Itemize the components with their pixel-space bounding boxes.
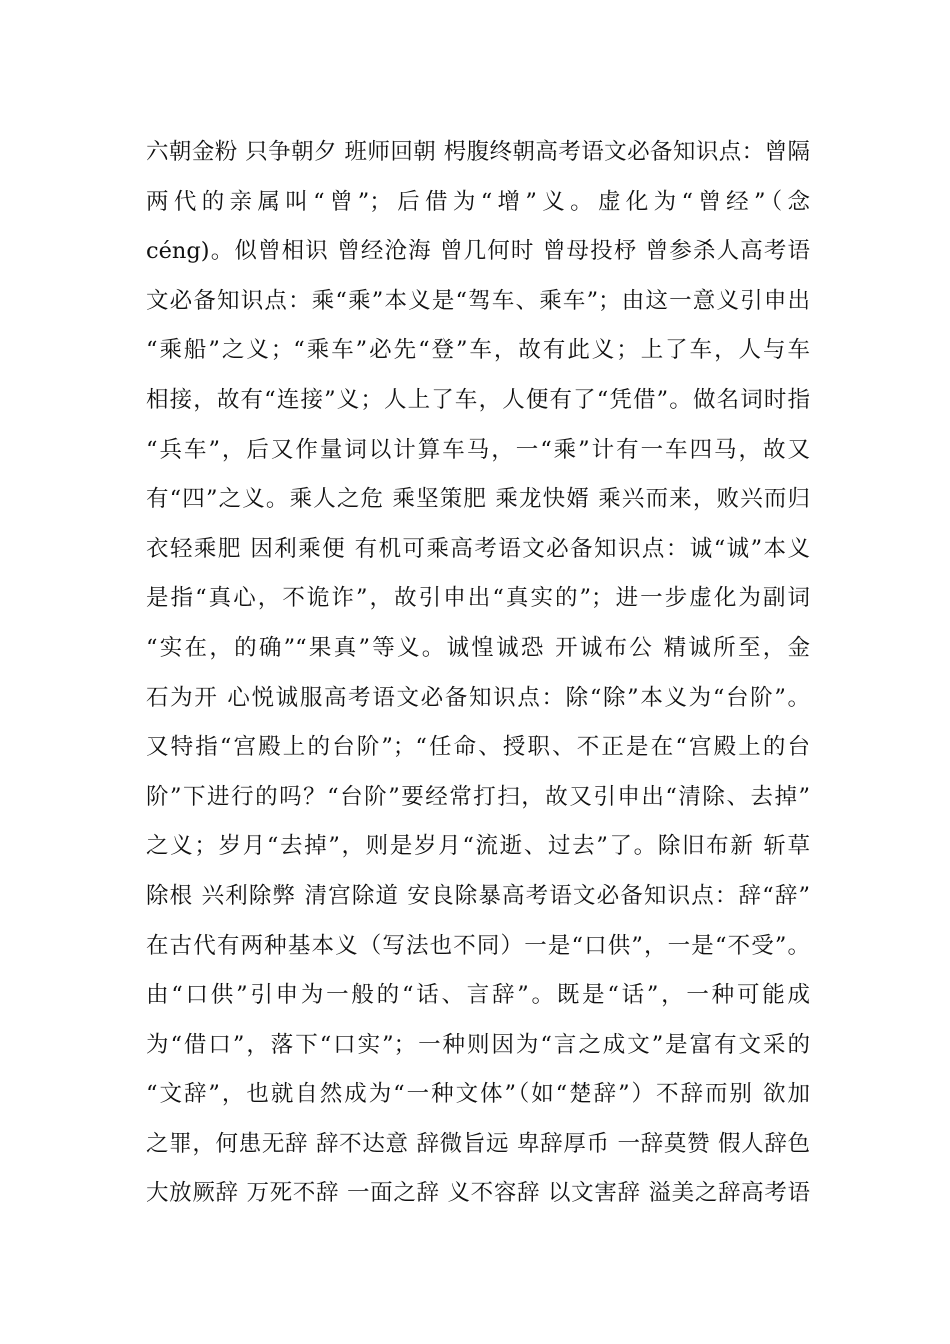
text-line: céng)。似曾相识 曾经沧海 曾几何时 曾母投杼 曾参杀人高考语 — [146, 238, 810, 265]
text-line: 是指“真心，不诡诈”，故引申出“真实的”；进一步虚化为副词 — [146, 585, 810, 612]
text-line: 相接，故有“连接”义；人上了车，人便有了“凭借”。做名词时指 — [146, 386, 810, 413]
text-line: 阶”下进行的吗？“台阶”要经常打扫，故又引申出“清除、去掉” — [146, 783, 810, 810]
text-line: 两代的亲属叫“曾”；后借为“增”义。虚化为“曾经”（念 — [146, 188, 810, 215]
text-line: 石为开 心悦诚服高考语文必备知识点：除“除”本义为“台阶”。 — [146, 684, 810, 711]
text-line: 文必备知识点：乘“乘”本义是“驾车、乘车”；由这一意义引申出 — [146, 287, 810, 314]
text-line: 有“四”之义。乘人之危 乘坚策肥 乘龙快婿 乘兴而来，败兴而归 — [146, 486, 810, 513]
text-line: 大放厥辞 万死不辞 一面之辞 义不容辞 以文害辞 溢美之辞高考语 — [146, 1180, 810, 1207]
text-line: 衣轻乘肥 因利乘便 有机可乘高考语文必备知识点：诚“诚”本义 — [146, 535, 810, 562]
text-line: 除根 兴利除弊 清宫除道 安良除暴高考语文必备知识点：辞“辞” — [146, 882, 810, 909]
body-text — [146, 134, 810, 1225]
text-line: “实在，的确”“果真”等义。诚惶诚恐 开诚布公 精诚所至，金 — [146, 634, 810, 661]
text-line: “乘船”之义；“乘车”必先“登”车，故有此义；上了车，人与车 — [146, 337, 810, 364]
text-line: 在古代有两种基本义（写法也不同）一是“口供”，一是“不受”。 — [146, 932, 810, 959]
text-line: 由“口供”引申为一般的“话、言辞”。既是“话”，一种可能成 — [146, 982, 810, 1009]
text-line: 之罪，何患无辞 辞不达意 辞微旨远 卑辞厚币 一辞莫赞 假人辞色 — [146, 1130, 810, 1157]
text-line: 之义；岁月“去掉”，则是岁月“流逝、过去”了。除旧布新 斩草 — [146, 833, 810, 860]
text-line: 六朝金粉 只争朝夕 班师回朝 枵腹终朝高考语文必备知识点：曾隔 — [146, 139, 810, 165]
text-line: “兵车”，后又作量词以计算车马，一“乘”计有一车四马，故又 — [146, 436, 810, 463]
text-line: 又特指“宫殿上的台阶”；“任命、授职、不正是在“宫殿上的台 — [146, 734, 810, 761]
text-line: “文辞”，也就自然成为“一种文体”（如“楚辞”）不辞而别 欲加 — [146, 1081, 810, 1108]
text-line: 为“借口”，落下“口实”；一种则因为“言之成文”是富有文采的 — [146, 1031, 810, 1058]
